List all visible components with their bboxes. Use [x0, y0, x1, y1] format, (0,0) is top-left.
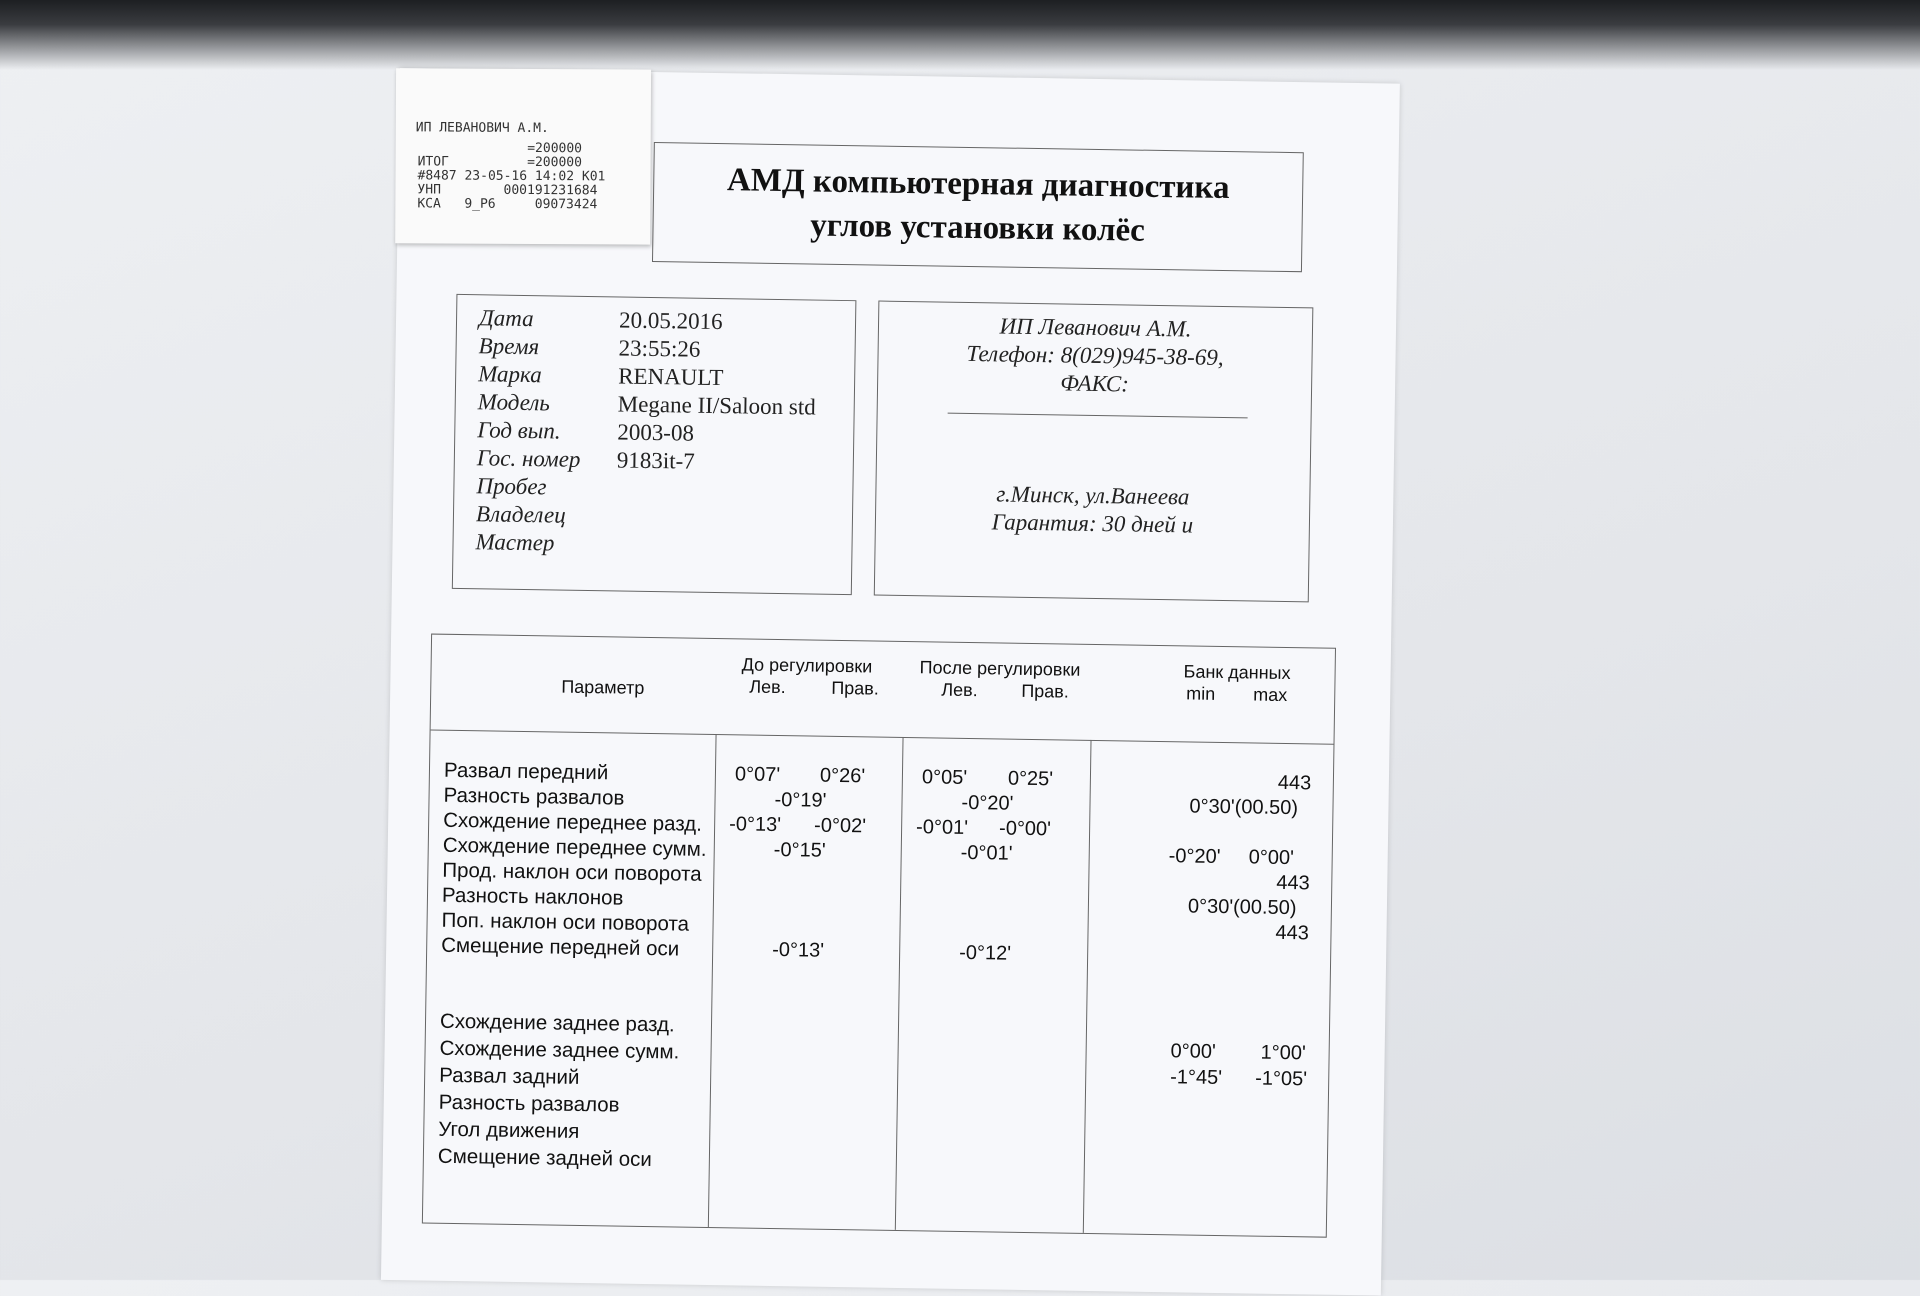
cell-bank-max: 443 — [1275, 921, 1310, 945]
header-after: После регулировки — [919, 657, 1081, 680]
label-time: Время — [478, 333, 540, 360]
label-date: Дата — [478, 305, 534, 332]
row-label: Смещение задней оси — [437, 1144, 653, 1172]
value-make: RENAULT — [617, 363, 724, 391]
header-before-right: Прав. — [831, 677, 879, 699]
header-after-left: Лев. — [941, 679, 978, 701]
alignment-table — [422, 634, 1336, 1238]
cell-after: -0°01' — [960, 841, 1013, 865]
cell-bank-min: -0°20' — [1168, 845, 1221, 868]
header-before-left: Лев. — [749, 676, 786, 698]
cell-after-right: 0°25' — [1007, 767, 1054, 791]
label-year: Год вып. — [477, 417, 561, 444]
company-info-box — [874, 301, 1314, 603]
receipt-line: КСА 9_Р6 09073424 — [417, 196, 598, 213]
value-plate: 9183it-7 — [616, 447, 696, 474]
cell-bank-max: -1°05' — [1255, 1067, 1308, 1091]
cell-bank-max: 443 — [1277, 771, 1312, 795]
company-warranty: Гарантия: 30 дней и — [991, 509, 1194, 538]
row-label: Разность наклонов — [441, 883, 624, 910]
row-label: Развал передний — [443, 758, 609, 785]
cell-bank: 0°30'(00.50) — [1189, 795, 1299, 820]
row-label: Смещение передней оси — [441, 933, 680, 961]
diagnostic-sheet — [381, 68, 1400, 1296]
title-box — [652, 142, 1304, 272]
cell-after-left: -0°01' — [915, 816, 969, 840]
cell-before: -0°19' — [774, 788, 827, 812]
page-title — [653, 157, 1302, 255]
value-model: Megane II/Saloon std — [617, 391, 816, 420]
header-min: min — [1186, 683, 1216, 704]
company-phone: Телефон: 8(029)945-38-69, — [966, 340, 1224, 370]
label-make: Марка — [478, 361, 542, 388]
row-label: Поп. наклон оси поворота — [441, 908, 690, 936]
row-label: Разность развалов — [443, 783, 625, 810]
header-before: До регулировки — [741, 654, 873, 677]
row-label: Схождение переднее сумм. — [442, 833, 707, 861]
label-plate: Гос. номер — [476, 445, 581, 472]
cell-before-right: 0°26' — [819, 764, 866, 788]
cell-bank-max: 1°00' — [1260, 1041, 1306, 1065]
cell-before: -0°15' — [773, 838, 826, 862]
label-master: Мастер — [475, 529, 555, 556]
row-label: Развал задний — [439, 1063, 580, 1089]
label-model: Модель — [477, 389, 551, 416]
header-after-right: Прав. — [1021, 680, 1069, 702]
cell-bank: 0°30'(00.50) — [1187, 895, 1297, 920]
row-label: Угол движения — [438, 1117, 580, 1143]
receipt-line: ИП ЛЕВАНОВИЧ А.М. — [415, 120, 549, 137]
row-label: Схождение переднее разд. — [443, 808, 703, 836]
company-name: ИП Леванович А.М. — [999, 313, 1192, 342]
company-fax: ФАКС: — [1060, 370, 1130, 397]
vehicle-info-box — [452, 294, 857, 595]
receipt-line: =200000 — [417, 140, 583, 157]
receipt-line: УНП 000191231684 — [417, 182, 598, 199]
cell-after: -0°12' — [958, 941, 1012, 965]
header-param: Параметр — [561, 676, 645, 698]
row-label: Схождение заднее сумм. — [439, 1036, 680, 1064]
header-divider — [431, 730, 1334, 745]
title-line-2: углов установки колёс — [810, 207, 1146, 249]
company-address: г.Минск, ул.Ванеева — [996, 481, 1190, 510]
cell-bank-max: 0°00' — [1248, 846, 1295, 870]
signature-line — [948, 413, 1248, 419]
title-line-1: АМД компьютерная диагностика — [726, 162, 1230, 207]
col-divider-2 — [895, 737, 904, 1230]
cell-before-left: 0°07' — [734, 763, 781, 787]
header-bank: Банк данных — [1183, 661, 1291, 684]
col-divider-1 — [708, 734, 717, 1227]
value-date: 20.05.2016 — [618, 307, 723, 335]
cell-after-right: -0°00' — [998, 817, 1052, 841]
label-mileage: Пробег — [476, 473, 547, 500]
receipt-line: #8487 23-05-16 14:02 К01 — [417, 168, 606, 185]
label-owner: Владелец — [475, 501, 566, 528]
receipt-line: ИТОГ =200000 — [417, 154, 583, 171]
col-divider-3 — [1083, 740, 1092, 1233]
cash-receipt — [395, 68, 651, 244]
cell-before: -0°13' — [772, 938, 825, 962]
cell-bank-min: 0°00' — [1170, 1040, 1217, 1063]
row-label: Разность развалов — [438, 1090, 620, 1117]
value-year: 2003-08 — [617, 419, 695, 446]
row-label: Схождение заднее разд. — [439, 1009, 675, 1037]
cell-after-left: 0°05' — [921, 766, 968, 789]
cell-bank-max: 443 — [1276, 871, 1310, 895]
cell-after: -0°20' — [961, 791, 1014, 815]
dark-background-edge — [0, 0, 1920, 70]
value-time: 23:55:26 — [618, 335, 701, 362]
cell-before-left: -0°13' — [728, 813, 782, 837]
header-max: max — [1253, 684, 1288, 706]
cell-before-right: -0°02' — [813, 814, 867, 838]
row-label: Прод. наклон оси поворота — [442, 858, 702, 886]
cell-bank-min: -1°45' — [1170, 1066, 1223, 1090]
